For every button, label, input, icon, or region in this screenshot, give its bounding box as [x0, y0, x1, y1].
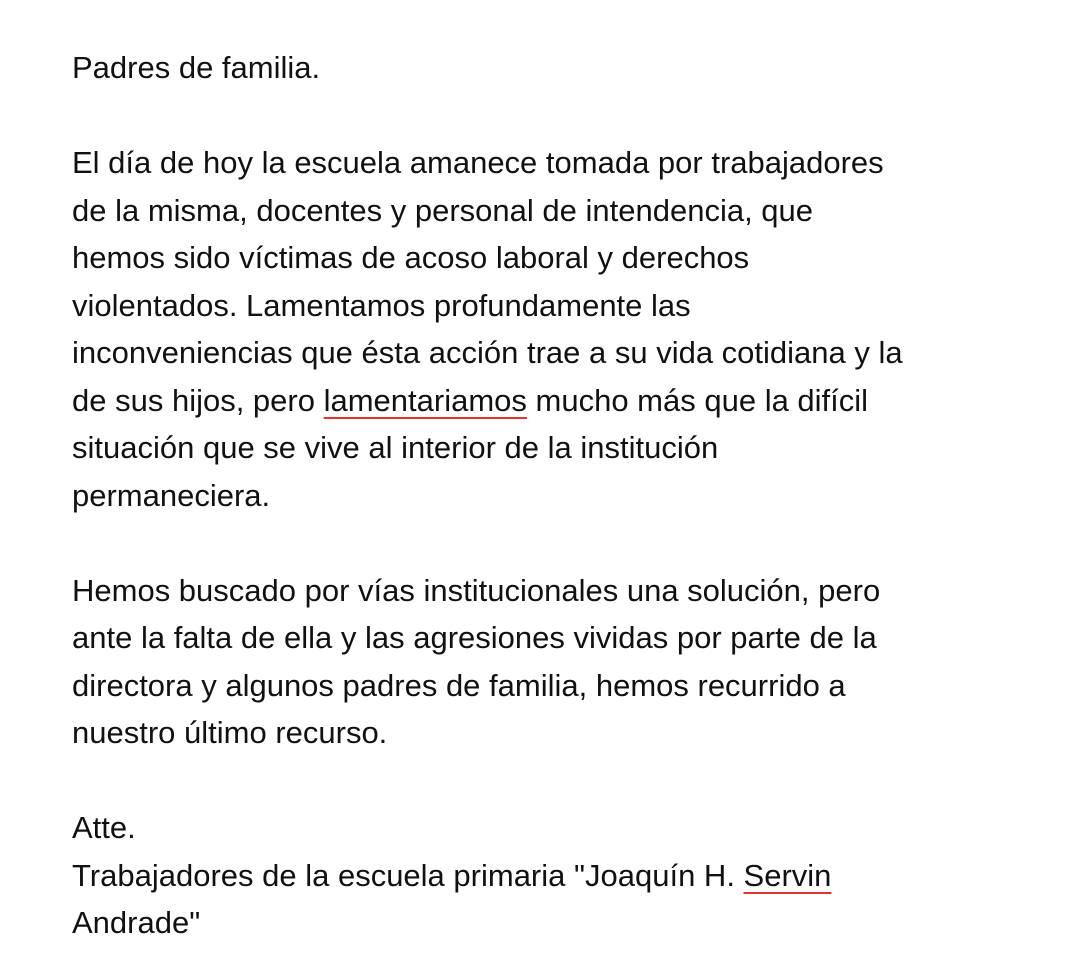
paragraph-1	[72, 139, 1062, 519]
paragraph-1-line-7: situación que se vive al interior de la institución	[72, 430, 719, 465]
paragraph-2-line-2: ante la falta de ella y las agresiones vividas por parte de la	[72, 620, 877, 655]
line-6-text-before: de sus hijos, pero	[72, 382, 324, 418]
greeting-line: Padres de familia.	[72, 50, 321, 85]
paragraph-2-line-1: Hemos buscado por vías institucionales una solución, pero	[72, 572, 881, 608]
paragraph-1-line-3: hemos sido víctimas de acoso laboral y derechos	[72, 240, 750, 275]
spellcheck-flagged-name[interactable]: Servin	[743, 857, 832, 893]
paragraph-1-line-1: El día de hoy la escuela amanece tomada por trabajadores	[72, 145, 884, 180]
paragraph-1-line-6	[72, 377, 1062, 425]
paragraph-2-line-3: directora y algunos padres de familia, hemos recurrido a	[72, 667, 846, 703]
spellcheck-flagged-word[interactable]: lamentariamos	[323, 382, 527, 418]
blank-line	[72, 92, 1062, 140]
signature-line-2: Andrade"	[72, 905, 201, 940]
paragraph-2	[72, 567, 1062, 757]
paragraph-1-line-2: de la misma, docentes y personal de intendencia, que	[72, 192, 814, 228]
paragraph-1-line-8: permaneciera.	[72, 477, 271, 513]
signature-text-before: Trabajadores de la escuela primaria "Joaquín H.	[72, 857, 744, 893]
document-body[interactable]	[72, 44, 1062, 947]
signature-line-1	[72, 852, 1062, 900]
closing-line: Atte.	[72, 810, 136, 845]
blank-line	[72, 519, 1062, 567]
paragraph-1-line-5: inconveniencias que ésta acción trae a su vida cotidiana y la	[72, 335, 903, 370]
line-6-text-after: mucho más que la difícil	[526, 382, 869, 418]
paragraph-1-line-4: violentados. Lamentamos profundamente las	[72, 287, 691, 323]
signature	[72, 852, 1062, 947]
paragraph-2-line-4: nuestro último recurso.	[72, 715, 388, 750]
blank-line	[72, 757, 1062, 805]
